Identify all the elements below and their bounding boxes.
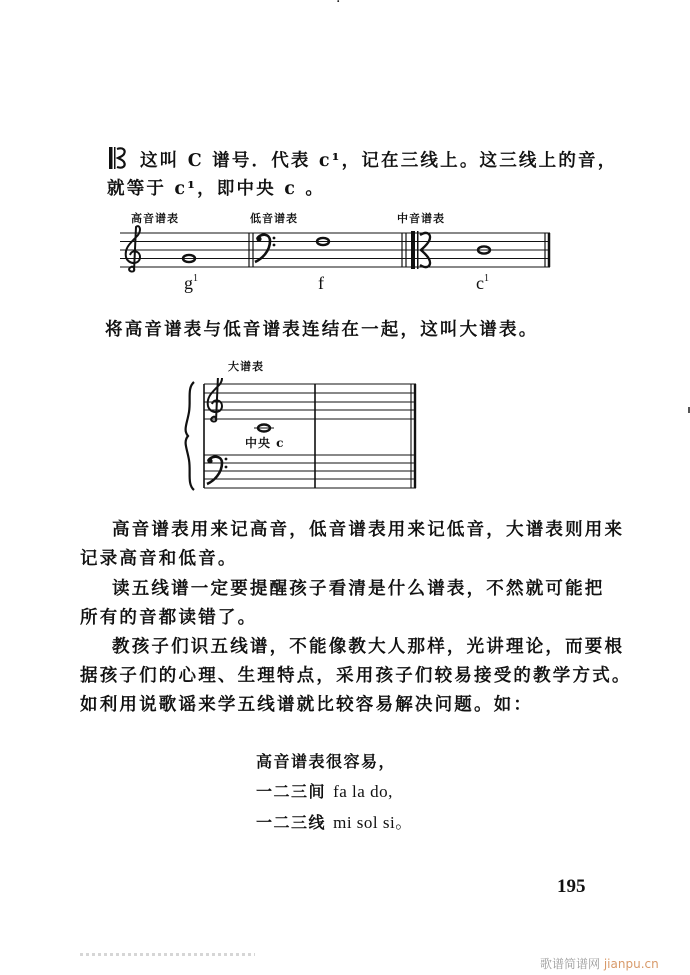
note-name-f — [318, 273, 324, 294]
treble-clef-label: 高音谱表 — [131, 212, 179, 225]
poem-line-3-cn: 一二三线 — [256, 813, 327, 832]
bass-clef-label: 低音谱表 — [250, 212, 298, 225]
watermark-cn: 歌谱简谱网 — [540, 957, 601, 971]
scan-artifact — [80, 953, 255, 956]
note-name-c1 — [476, 273, 489, 294]
alto-clef-label: 中音谱表 — [397, 212, 445, 225]
grand-staff — [184, 378, 424, 494]
poem-line-2-cn: 一二三间 — [256, 782, 327, 801]
paragraph-4-line-2: 所有的音都读错了。 — [80, 608, 258, 628]
note-name-base: f — [318, 273, 324, 293]
poem-line-3-solfege: mi sol si。 — [333, 813, 413, 832]
paragraph-4-line-1: 读五线谱一定要提醒孩子看清是什么谱表，不然就可能把 — [112, 579, 605, 599]
paragraph-5-line-3: 如利用说歌谣来学五线谱就比较容易解决问题。如： — [80, 695, 534, 715]
paragraph-5-line-1: 教孩子们识五线谱，不能像教大人那样，光讲理论，而要根 — [112, 637, 625, 657]
watermark — [540, 955, 659, 972]
note-name-octave: 1 — [193, 273, 198, 284]
poem-line-3 — [256, 808, 413, 833]
paragraph-3-line-2: 记录高音和低音。 — [80, 549, 238, 569]
paragraph-5-line-2: 据孩子们的心理、生理特点，采用孩子们较易接受的教学方式。 — [80, 666, 632, 686]
watermark-en: jianpu.cn — [603, 957, 659, 971]
note-name-g1 — [184, 273, 198, 294]
clef-comparison-staff — [118, 225, 552, 275]
paragraph-3-line-1: 高音谱表用来记高音，低音谱表用来记低音，大谱表则用来 — [112, 520, 625, 540]
paragraph-1-line-2: 就等于 c¹，即中央 c 。 — [107, 179, 326, 199]
bass-clef-icon — [207, 457, 227, 484]
note-name-base: c — [476, 273, 484, 293]
note-name-base: g — [184, 273, 193, 293]
note-name-octave: 1 — [484, 273, 489, 284]
header-mark: · — [336, 0, 341, 10]
c-clef-icon — [108, 146, 128, 170]
poem-line-1: 高音谱表很容易， — [256, 752, 397, 771]
middle-c-label: 中央 c — [245, 436, 285, 450]
grand-staff-title: 大谱表 — [228, 360, 264, 373]
poem-line-2 — [256, 779, 393, 802]
poem-line-2-solfege: fa la do, — [333, 782, 393, 801]
paragraph-1-line-1: 这叫 C 谱号．代表 c¹，记在三线上。这三线上的音， — [140, 151, 618, 171]
page-number: 195 — [557, 876, 586, 897]
bass-clef-icon — [255, 235, 275, 262]
paragraph-2: 将高音谱表与低音谱表连结在一起，这叫大谱表。 — [105, 320, 539, 340]
